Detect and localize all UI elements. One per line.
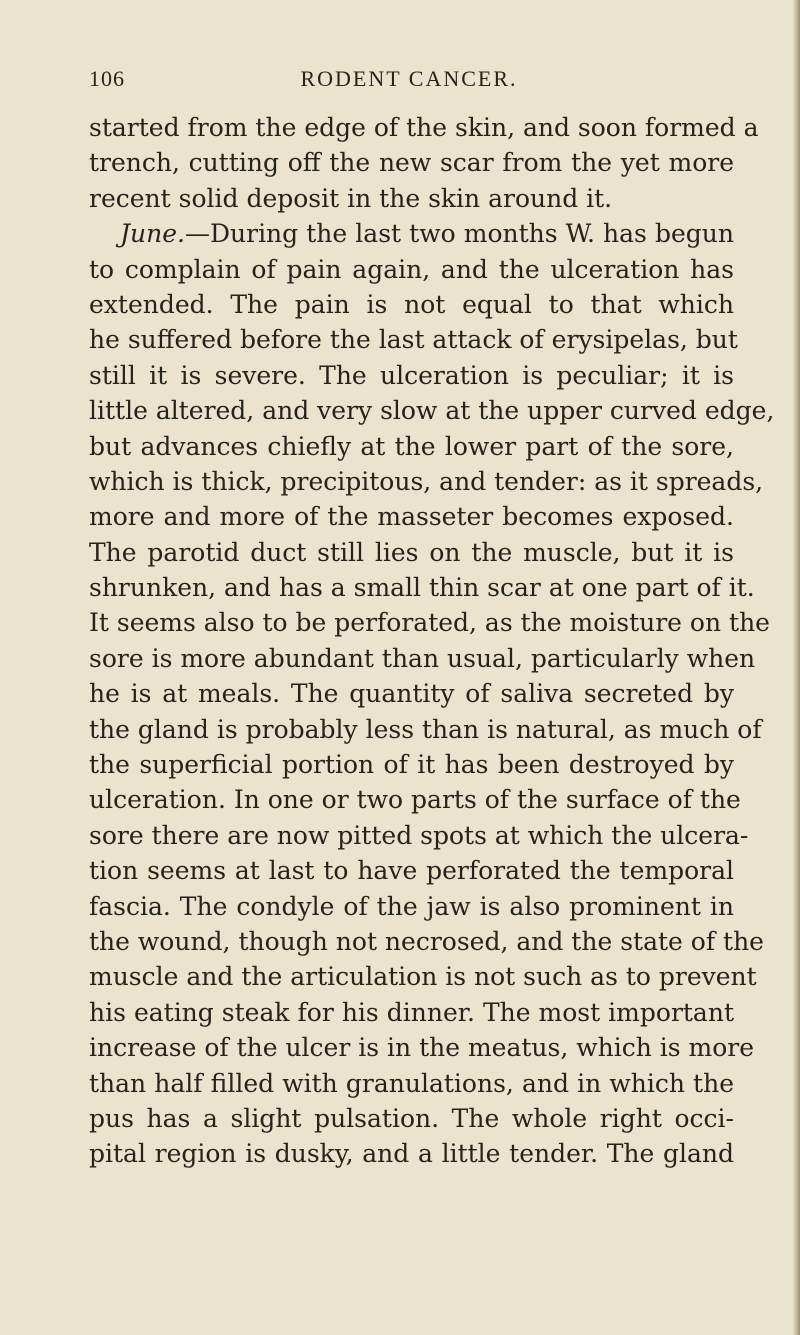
text-line: sore there are now pitted spots at which the ulcera- <box>89 820 749 850</box>
body-text <box>89 110 775 1172</box>
text-line: which is thick, precipitous, and tender: as it spreads, <box>89 466 764 496</box>
text-line: his eating steak for his dinner. The most important <box>89 997 734 1027</box>
text-line: than half filled with granulations, and in which the <box>89 1068 734 1098</box>
text-line: started from the edge of the skin, and soon formed a <box>89 113 759 142</box>
text-line: still it is severe. The ulceration is peculiar; it is <box>89 360 734 390</box>
text-line: pital region is dusky, and a little tender. The gland <box>89 1139 734 1169</box>
text-line-rest: —During the last two months W. has begun <box>184 219 734 249</box>
text-line: he suffered before the last attack of erysipelas, but <box>89 325 738 355</box>
text-line: trench, cutting off the new scar from the yet more <box>89 148 734 178</box>
text-line: the wound, though not necrosed, and the state of the <box>89 926 764 956</box>
text-line: The parotid duct still lies on the muscle, but it is <box>89 537 734 567</box>
text-line: fascia. The condyle of the jaw is also prominent in <box>89 891 734 921</box>
page-header <box>89 66 729 106</box>
text-line: little altered, and very slow at the upper curved edge, <box>89 396 775 426</box>
text-line: the superficial portion of it has been destroyed by <box>89 750 734 780</box>
text-line: extended. The pain is not equal to that which <box>89 289 734 319</box>
text-line-june <box>89 216 734 251</box>
text-line: pus has a slight pulsation. The whole right occi- <box>89 1103 734 1133</box>
text-line: recent solid deposit in the skin around it. <box>89 183 613 213</box>
text-line: increase of the ulcer is in the meatus, which is more <box>89 1033 755 1063</box>
text-line: the gland is probably less than is natural, as much of <box>89 714 762 744</box>
text-line: to complain of pain again, and the ulceration has <box>89 254 734 284</box>
text-line: he is at meals. The quantity of saliva secreted by <box>89 679 734 709</box>
text-line: sore is more abundant than usual, particularly when <box>89 643 756 673</box>
text-line: ulceration. In one or two parts of the surface of the <box>89 785 741 815</box>
page-number: 106 <box>89 66 125 91</box>
text-line: muscle and the articulation is not such as to prevent <box>89 962 757 992</box>
june-label: June. <box>120 219 185 249</box>
text-line: tion seems at last to have perforated the temporal <box>89 856 734 886</box>
text-line: shrunken, and has a small thin scar at one part of it. <box>89 573 755 603</box>
text-line: It seems also to be perforated, as the moisture on the <box>89 608 770 638</box>
page-edge-shadow <box>793 0 800 1335</box>
text-line: but advances chiefly at the lower part of the sore, <box>89 431 734 461</box>
text-line: more and more of the masseter becomes exposed. <box>89 502 734 532</box>
running-title: RODENT CANCER. <box>300 66 518 91</box>
